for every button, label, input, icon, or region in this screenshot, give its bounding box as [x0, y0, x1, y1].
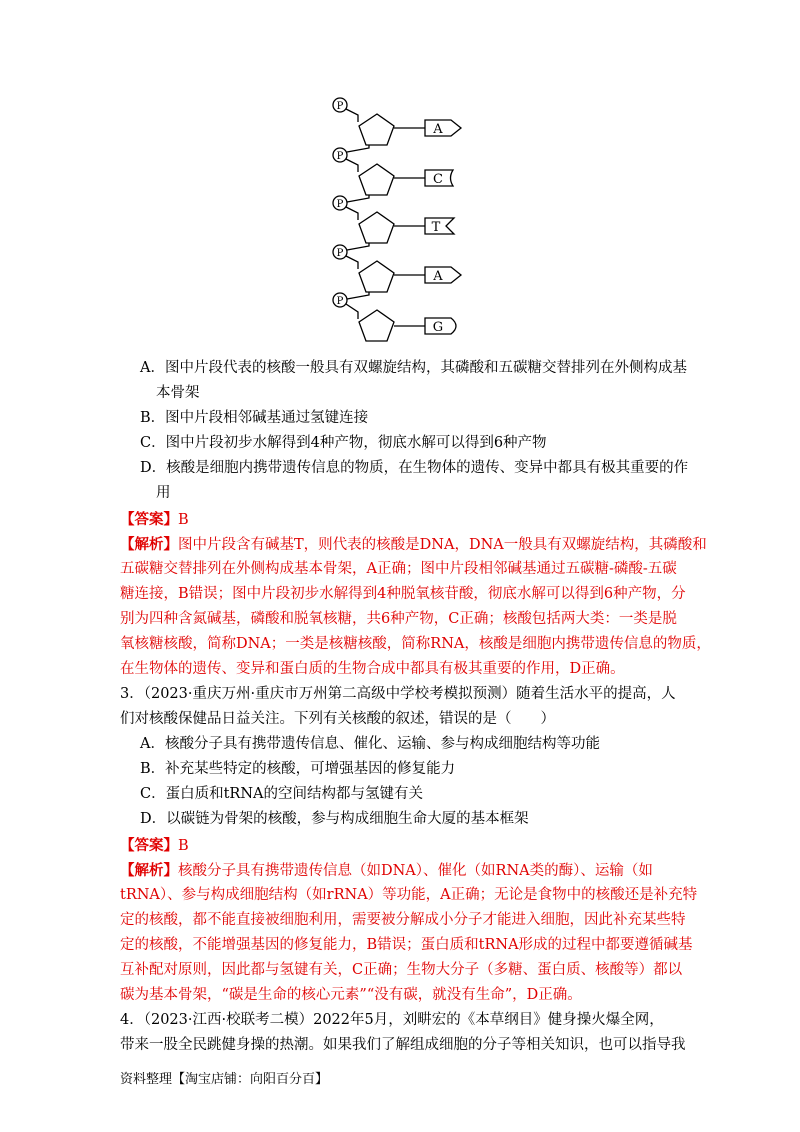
q2-analysis-line3: 糖连接，B错误；图中片段初步水解得到4种脱氧核苷酸，彻底水解可以得到6种产物，分 [120, 586, 686, 602]
q3-analysis-line2: tRNA）、参与构成细胞结构（如rRNA）等功能，A正确；无论是食物中的核酸还是补充特 [120, 887, 698, 903]
phosphate-label: P [336, 101, 344, 112]
q3-analysis-line5: 互补配对原则，因此都与氢键有关，C正确；生物大分子（多糖、蛋白质、核酸等）都以 [120, 962, 683, 978]
answer-tag: 【答案】 [120, 511, 178, 528]
q2-option-a-line1: A．图中片段代表的核酸一般具有双螺旋结构，其磷酸和五碳糖交替排列在外侧构成基 [140, 360, 687, 376]
q3-option-b: B．补充某些特定的核酸，可增强基因的修复能力 [140, 761, 456, 777]
q3-answer [120, 833, 189, 859]
q4-stem-line2: 带来一股全民跳健身操的热潮。如果我们了解组成细胞的分子等相关知识，也可以指导我 [120, 1037, 686, 1053]
q2-option-d-line1: D．核酸是细胞内携带遗传信息的物质，在生物体的遗传、变异中都具有极其重要的作 [140, 460, 689, 476]
answer-value: B [178, 838, 189, 854]
q2-analysis-line6: 在生物体的遗传、变异和蛋白质的生物合成中都具有极其重要的作用，D正确。 [120, 661, 625, 677]
phosphate-label: P [336, 199, 344, 210]
answer-tag: 【答案】 [120, 837, 178, 854]
q3-analysis-line1: 【解析】核酸分子具有携带遗传信息（如DNA）、催化（如RNA类的酶）、运输（如 [120, 862, 653, 879]
q2-option-c: C．图中片段初步水解得到4种产物，彻底水解可以得到6种产物 [140, 435, 547, 451]
phosphate-label: P [336, 296, 344, 307]
answer-value: B [178, 512, 189, 528]
q2-option-a-line2: 本骨架 [156, 385, 200, 401]
q3-stem-line2: 们对核酸保健品日益关注。下列有关核酸的叙述，错误的是（ ） [120, 711, 555, 727]
q2-analysis-line1: 【解析】图中片段含有碱基T，则代表的核酸是DNA，DNA一般具有双螺旋结构，其磷酸和 [120, 536, 707, 553]
q3-stem-line1: 3．（2023·重庆万州·重庆市万州第二高级中学校考模拟预测）随着生活水平的提高，人 [120, 686, 676, 702]
q3-analysis-line3: 定的核酸，都不能直接被细胞利用，需要被分解成小分子才能进入细胞，因此补充某些特 [120, 912, 686, 928]
page-footer: 资料整理【淘宝店铺：向阳百分百】 [120, 1072, 329, 1087]
q2-option-b: B．图中片段相邻碱基通过氢键连接 [140, 410, 369, 426]
q4-stem-line1: 4．（2023·江西·校联考二模）2022年5月，刘畊宏的《本草纲目》健身操火爆全网， [120, 1012, 664, 1028]
q2-analysis-line2: 五碳糖交替排列在外侧构成基本骨架，A正确；图中片段相邻碱基通过五碳糖-磷酸-五碳 [120, 561, 677, 577]
phosphate-label: P [336, 248, 344, 259]
q2-analysis-line5: 氧核糖核酸，简称DNA；一类是核糖核酸，简称RNA，核酸是细胞内携带遗传信息的物质， [120, 636, 711, 652]
analysis-tag: 【解析】 [120, 862, 178, 879]
q3-analysis-line4: 定的核酸，不能增强基因的修复能力，B错误；蛋白质和tRNA形成的过程中都要遵循碱基 [120, 937, 693, 953]
q2-analysis-line4: 别为四种含氮碱基，磷酸和脱氧核糖，共6种产物，C正确；核酸包括两大类：一类是脱 [120, 611, 677, 627]
phosphate-label: P [336, 151, 344, 162]
base-label: T [431, 220, 441, 235]
q2-option-d-line2: 用 [156, 485, 171, 501]
q3-option-c: C．蛋白质和tRNA的空间结构都与氢键有关 [140, 786, 423, 802]
base-label: G [432, 320, 444, 335]
base-label: A [433, 269, 443, 284]
q3-option-d: D．以碳链为骨架的核酸，参与构成细胞生命大厦的基本框架 [140, 811, 529, 827]
base-label: C [433, 172, 443, 187]
q3-analysis-line6: 碳为基本骨架，“碳是生命的核心元素”“没有碳，就没有生命”，D正确。 [120, 987, 582, 1003]
q2-answer [120, 507, 189, 533]
analysis-tag: 【解析】 [120, 536, 178, 553]
dna-fragment-diagram [320, 88, 480, 350]
q3-option-a: A．核酸分子具有携带遗传信息、催化、运输、参与构成细胞结构等功能 [140, 736, 600, 752]
base-label: A [433, 122, 443, 137]
